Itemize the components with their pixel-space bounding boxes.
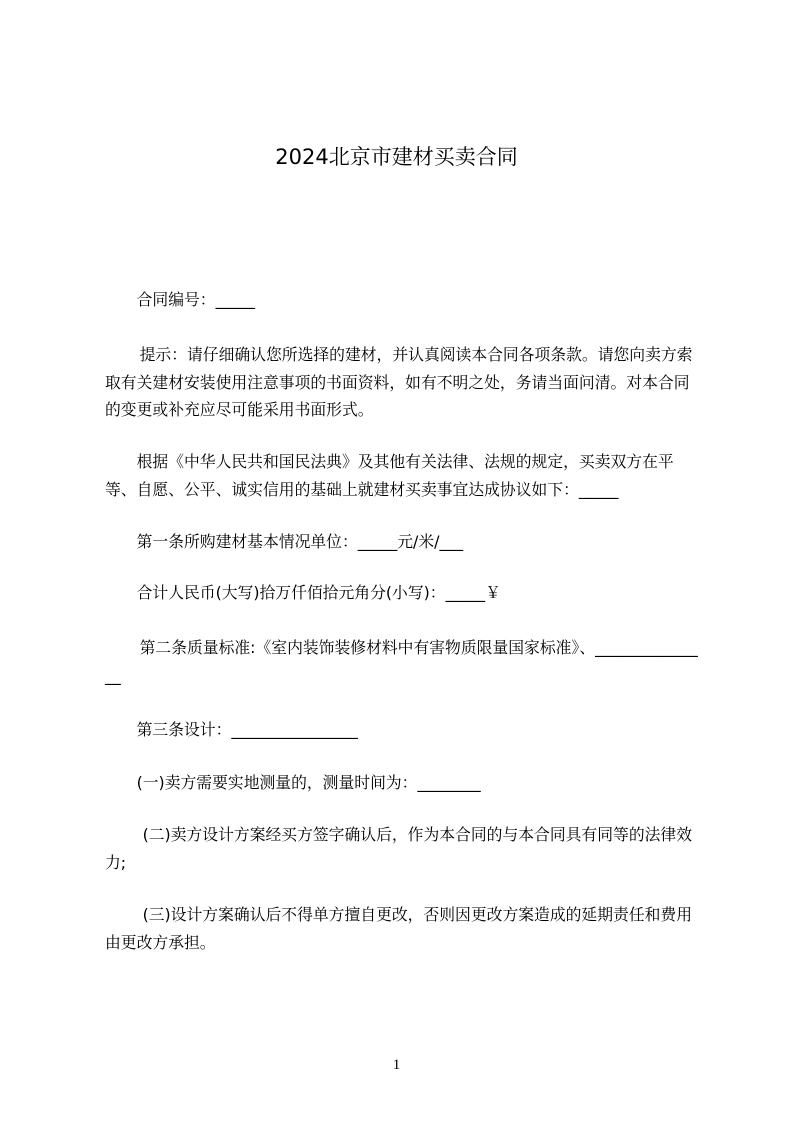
article-2-quality-standard: 第二条质量标准:《室内装饰装修材料中有害物质限量国家标准》、_______________	[105, 638, 698, 685]
contract-number-line: 合同编号：_____	[136, 290, 256, 309]
article-3-clause-2-design-confirmation: (二)卖方设计方案经买方签字确认后，作为本合同的与本合同具有同等的法律效力;	[105, 825, 693, 872]
article-3-clause-1-measurement: (一)卖方需要实地测量的，测量时间为：________	[136, 773, 481, 792]
document-title: 2024北京市建材买卖合同	[275, 145, 518, 169]
preamble-paragraph: 根据《中华人民共和国民法典》及其他有关法律、法规的规定，买卖双方在平等、自愿、公平、诚实信用的基础上就建材买卖事宜达成协议如下：_____	[105, 452, 674, 499]
page-number: 1	[392, 1057, 401, 1073]
article-1-unit-line: 第一条所购建材基本情况单位：_____元/米/___	[136, 532, 464, 551]
article-3-clause-3-no-unilateral-change: (三)设计方案确认后不得单方擅自更改，否则因更改方案造成的延期责任和费用由更改方承担。	[105, 905, 693, 952]
article-1-total-price-line: 合计人民币(大写)拾万仟佰拾元角分(小写)：_____￥	[136, 583, 501, 602]
notice-paragraph: 提示：请仔细确认您所选择的建材，并认真阅读本合同各项条款。请您向卖方索取有关建材安装使用注意事项的书面资料，如有不明之处，务请当面问清。对本合同的变更或补充应尽可能采用书面形式。	[105, 345, 693, 419]
article-3-design-heading: 第三条设计：________________	[136, 720, 358, 739]
